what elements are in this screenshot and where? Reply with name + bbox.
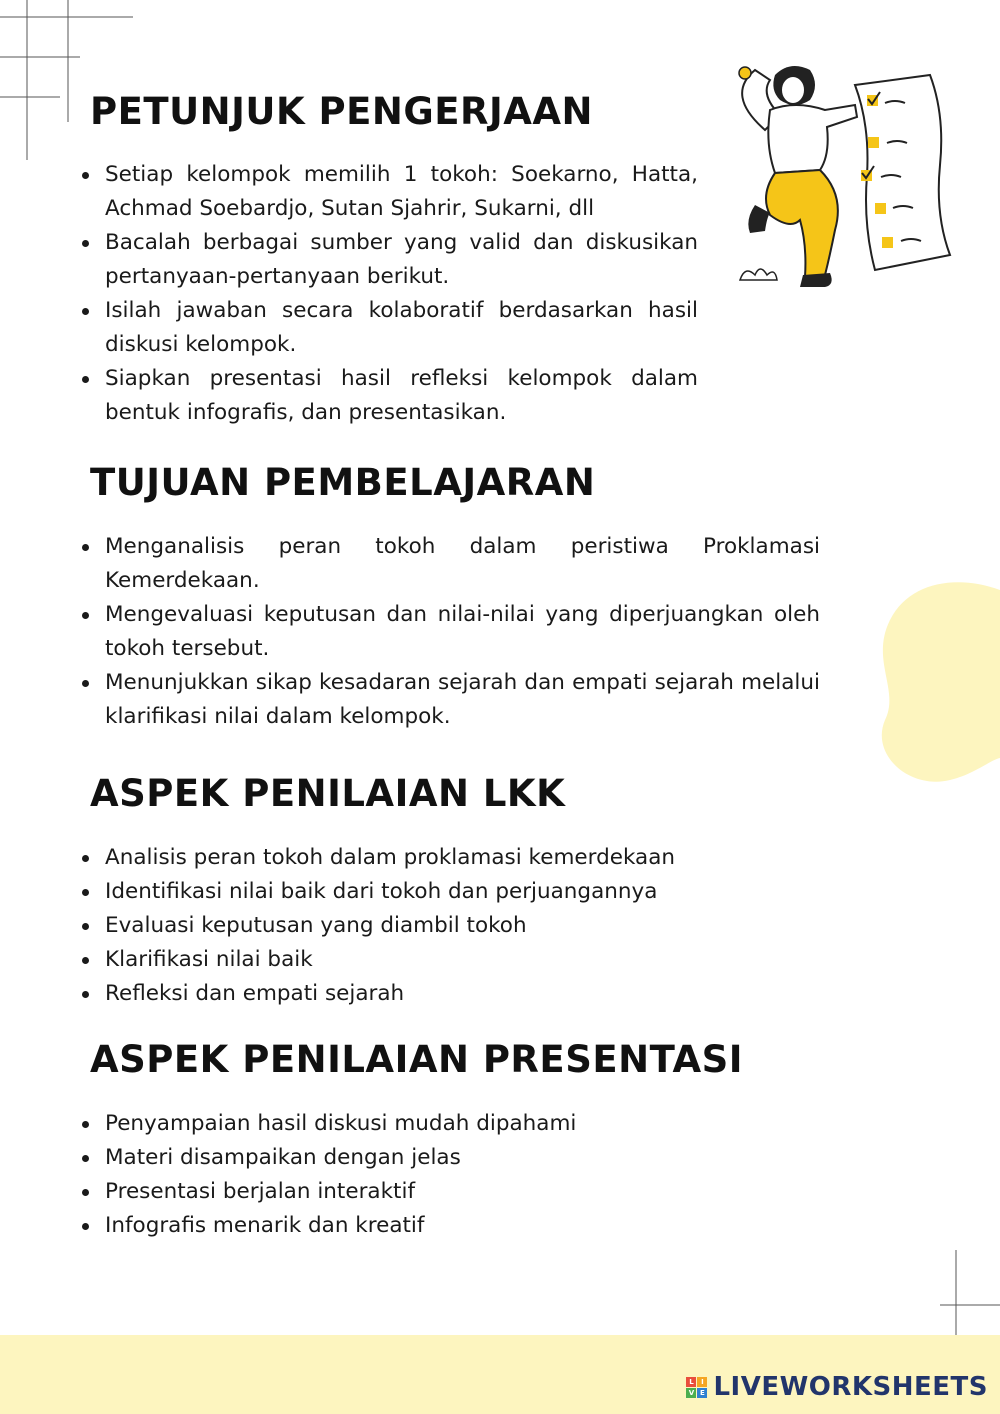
section-title-petunjuk: PETUNJUK PENGERJAAN (90, 90, 594, 133)
person-checklist-illustration (735, 55, 970, 295)
list-item: Isilah jawaban secara kolaboratif berdasarkan hasil diskusi kelompok. (78, 294, 698, 362)
section-title-penilaian-presentasi: ASPEK PENILAIAN PRESENTASI (90, 1038, 744, 1081)
list-item: Identifikasi nilai baik dari tokoh dan perjuangannya (78, 875, 820, 909)
list-item: Mengevaluasi keputusan dan nilai-nilai yang diperjuangkan oleh tokoh tersebut. (78, 598, 820, 666)
objectives-list (78, 530, 820, 734)
list-item: Setiap kelompok memilih 1 tokoh: Soekarno, Hatta, Achmad Soebardjo, Sutan Sjahrir, Sukarni, dll (78, 158, 698, 226)
section-title-penilaian-lkk: ASPEK PENILAIAN LKK (90, 772, 566, 815)
list-item: Refleksi dan empati sejarah (78, 977, 820, 1011)
list-item: Materi disampaikan dengan jelas (78, 1141, 820, 1175)
list-item: Penyampaian hasil diskusi mudah dipahami (78, 1107, 820, 1141)
list-item: Menganalisis peran tokoh dalam peristiwa Proklamasi Kemerdekaan. (78, 530, 820, 598)
list-item: Klarifikasi nilai baik (78, 943, 820, 977)
list-item: Siapkan presentasi hasil refleksi kelompok dalam bentuk infografis, dan presentasikan. (78, 362, 698, 430)
section-title-tujuan: TUJUAN PEMBELAJARAN (90, 461, 596, 504)
liveworksheets-brand[interactable] (686, 1372, 988, 1402)
list-item: Analisis peran tokoh dalam proklamasi kemerdekaan (78, 841, 820, 875)
list-item: Presentasi berjalan interaktif (78, 1175, 820, 1209)
list-item: Bacalah berbagai sumber yang valid dan diskusikan pertanyaan-pertanyaan berikut. (78, 226, 698, 294)
instructions-list (78, 158, 698, 430)
lkk-assessment-list (78, 841, 820, 1011)
list-item: Infografis menarik dan kreatif (78, 1209, 820, 1243)
decorative-corner-lines (940, 1245, 1000, 1340)
presentation-assessment-list (78, 1107, 820, 1243)
yellow-blob-decoration (840, 580, 1000, 790)
list-item: Evaluasi keputusan yang diambil tokoh (78, 909, 820, 943)
brand-name: LIVEWORKSHEETS (713, 1372, 988, 1402)
liveworksheets-logo-icon: L I V E (686, 1377, 707, 1398)
decorative-grid-lines (0, 0, 140, 170)
list-item: Menunjukkan sikap kesadaran sejarah dan empati sejarah melalui klarifikasi nilai dalam kelompok. (78, 666, 820, 734)
